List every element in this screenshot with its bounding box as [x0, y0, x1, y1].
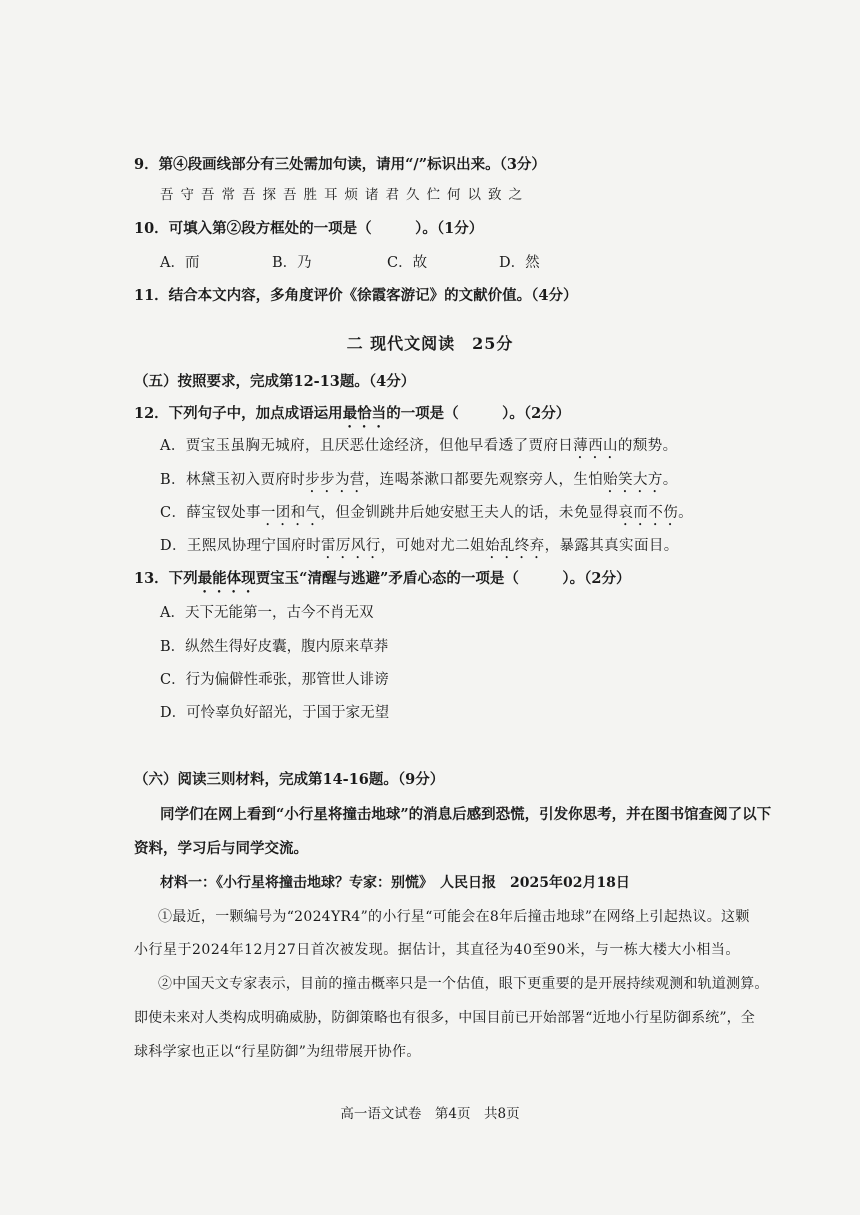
option-idiom: 雷厉风行	[321, 538, 381, 554]
section-title: 二 现代文阅读 25分	[346, 334, 514, 353]
question-13-option-d: D．可怜辜负好韶光，于国于家无望	[160, 705, 390, 721]
question-12-stem-pre: 12．下列句子中，加点成语运用	[134, 405, 343, 422]
question-12-stem-post: 的一项是（ ）。（2分）	[386, 405, 571, 422]
option-a: A．而	[160, 255, 200, 271]
material-1-para-2-line-3: 球科学家也正以“行星防御”为纽带展开协作。	[134, 1044, 421, 1060]
option-text: 。	[678, 505, 694, 521]
option-text: 。	[662, 472, 678, 488]
option-idiom: 贻笑大方	[603, 472, 663, 488]
option-text: ，暴露其真实面目。	[544, 538, 679, 554]
question-13-stem-post: 贾宝玉“清醒与逃避”矛盾心态的一项是（ ）。（2分）	[255, 570, 631, 587]
option-idiom: 哀而不伤	[618, 505, 679, 521]
material-1-para-1-line-2: 小行星于2024年12月27日首次被发现。据估计，其直径为40至90米，与一栋大楼大小相当。	[134, 942, 740, 958]
option-idiom: 薄西山	[573, 438, 618, 454]
question-10-stem: 10．可填入第②段方框处的一项是（ ）。（1分）	[134, 220, 484, 237]
option-text: C．薛宝钗处事	[160, 505, 261, 521]
question-13-stem-pre: 13．下列	[134, 570, 198, 587]
question-12-option-a	[160, 436, 677, 462]
option-text: 的颓势。	[617, 438, 678, 454]
option-text: A．贾宝玉虽胸无城府，且厌恶仕途经济，但他早看透了贾府日	[160, 438, 574, 454]
question-13-option-a: A．天下无能第一，古今不肖无双	[160, 605, 374, 621]
question-12-option-c	[160, 503, 693, 529]
option-b: B．乃	[272, 255, 312, 271]
material-1-title: 材料一：《小行星将撞击地球？专家：别慌》 人民日报 2025年02月18日	[160, 875, 630, 891]
option-idiom: 始乱终弃	[484, 538, 545, 554]
question-12-option-d	[160, 536, 679, 562]
option-text: D．王熙凤协理宁国府时	[160, 538, 322, 554]
question-10-options	[160, 253, 760, 273]
option-d: D．然	[499, 255, 540, 271]
question-13-option-c: C．行为偏僻性乖张，那管世人诽谤	[160, 672, 389, 688]
option-text: ，但金钏跳井后她安慰王夫人的话，未免显得	[320, 505, 619, 521]
part-6-intro-line-1: 同学们在网上看到“小行星将撞击地球”的消息后感到恐慌，引发你思考，并在图书馆查阅了以下	[160, 806, 772, 823]
option-idiom: 步步为营	[305, 472, 365, 488]
question-9-stem: 9．第④段画线部分有三处需加句读，请用“/”标识出来。（3分）	[134, 156, 546, 173]
question-12-emphasis: 最恰当	[342, 405, 387, 422]
question-12-option-b	[160, 470, 678, 496]
question-12-stem	[134, 404, 570, 431]
question-11-stem: 11．结合本文内容，多角度评价《徐霞客游记》的文献价值。（4分）	[134, 287, 578, 304]
question-13-stem	[134, 569, 630, 596]
option-text: ，连喝茶漱口都要先观察旁人，生怕	[364, 472, 604, 488]
option-idiom: 一团和气	[260, 505, 321, 521]
part-5-heading: （五）按照要求，完成第12-13题。（4分）	[134, 373, 416, 390]
part-6-heading: （六）阅读三则材料，完成第14-16题。（9分）	[134, 771, 445, 788]
material-1-para-2-line-2: 即使未来对人类构成明确威胁，防御策略也有很多，中国目前已开始部署“近地小行星防御系统”，全	[134, 1010, 755, 1026]
material-1-para-2-line-1: ②中国天文专家表示，目前的撞击概率只是一个估值，眼下更重要的是开展持续观测和轨道测算。	[158, 976, 769, 992]
question-9-text: 吾守吾常吾探吾胜耳烦诸君久伫何以致之	[160, 187, 529, 203]
page-footer: 高一语文试卷 第4页 共8页	[340, 1106, 520, 1122]
question-13-emphasis: 最能体现	[197, 570, 256, 587]
option-text: B．林黛玉初入贾府时	[160, 472, 306, 488]
part-6-intro-line-2: 资料，学习后与同学交流。	[134, 840, 308, 857]
option-c: C．故	[387, 255, 428, 271]
material-1-para-1-line-1: ①最近，一颗编号为“2024YR4”的小行星“可能会在8年后撞击地球”在网络上引起热议。这颗	[158, 909, 750, 925]
question-13-option-b: B．纵然生得好皮囊，腹内原来草莽	[160, 639, 389, 655]
option-text: ，可她对尤二姐	[380, 538, 485, 554]
